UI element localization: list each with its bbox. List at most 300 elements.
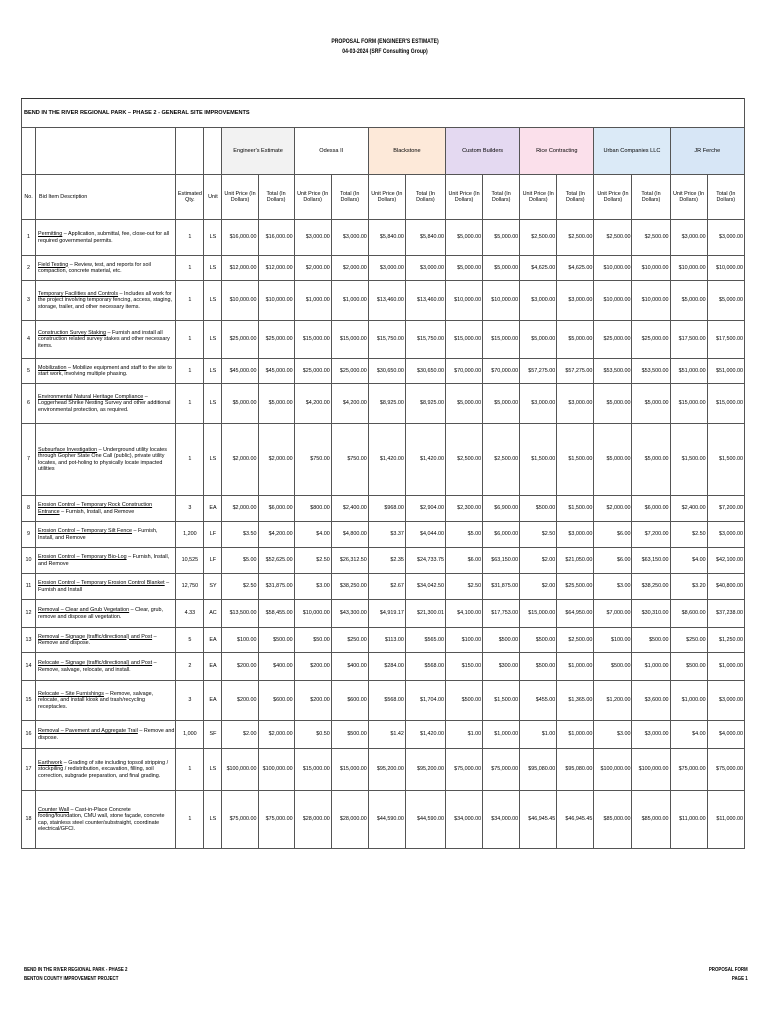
item-unit: SY bbox=[204, 574, 222, 600]
unit-price-cell: $500.00 bbox=[520, 496, 557, 522]
item-unit: LS bbox=[204, 791, 222, 849]
col-header-unit-price: Unit Price (In Dollars) bbox=[594, 175, 632, 220]
unit-price-cell: $25,000.00 bbox=[594, 321, 632, 359]
unit-price-cell: $455.00 bbox=[520, 681, 557, 721]
total-cell: $3,000.00 bbox=[557, 281, 594, 321]
unit-price-cell: $3.50 bbox=[222, 522, 258, 548]
table-row bbox=[22, 424, 745, 496]
unit-price-cell: $5,000.00 bbox=[446, 220, 483, 256]
unit-price-cell: $5.00 bbox=[222, 548, 258, 574]
item-detail: – Furnish, Install, and Remove bbox=[59, 508, 135, 515]
unit-price-cell: $8,600.00 bbox=[670, 600, 707, 628]
total-cell: $17,753.00 bbox=[483, 600, 520, 628]
unit-price-cell: $10,000.00 bbox=[594, 281, 632, 321]
total-cell: $21,300.01 bbox=[405, 600, 445, 628]
total-cell: $7,200.00 bbox=[707, 496, 744, 522]
unit-price-cell: $200.00 bbox=[294, 681, 331, 721]
column-header-row bbox=[22, 175, 745, 220]
unit-price-cell: $0.50 bbox=[294, 721, 331, 749]
total-cell: $15,000.00 bbox=[707, 384, 744, 424]
item-number: 1 bbox=[22, 220, 36, 256]
unit-price-cell: $284.00 bbox=[368, 653, 405, 681]
unit-price-cell: $3,000.00 bbox=[294, 220, 331, 256]
total-cell: $100,000.00 bbox=[258, 749, 294, 791]
unit-price-cell: $1,500.00 bbox=[670, 424, 707, 496]
total-cell: $8,925.00 bbox=[405, 384, 445, 424]
col-header-total: Total (In Dollars) bbox=[707, 175, 744, 220]
unit-price-cell: $200.00 bbox=[294, 653, 331, 681]
item-quantity: 1 bbox=[176, 220, 204, 256]
total-cell: $75,000.00 bbox=[483, 749, 520, 791]
bidder-header: Engineer's Estimate bbox=[222, 128, 294, 175]
item-detail: – Furnish and install all construction related survey stakes and other necessary items. bbox=[38, 329, 170, 349]
table-row bbox=[22, 496, 745, 522]
item-number: 8 bbox=[22, 496, 36, 522]
total-cell: $3,000.00 bbox=[405, 256, 445, 281]
unit-price-cell: $500.00 bbox=[670, 653, 707, 681]
item-title: Construction Survey Staking bbox=[38, 329, 107, 336]
item-quantity: 5 bbox=[176, 628, 204, 653]
total-cell: $45,000.00 bbox=[258, 359, 294, 384]
total-cell: $7,200.00 bbox=[632, 522, 670, 548]
unit-price-cell: $13,460.00 bbox=[368, 281, 405, 321]
total-cell: $51,000.00 bbox=[707, 359, 744, 384]
item-number: 16 bbox=[22, 721, 36, 749]
blank-cell bbox=[22, 128, 36, 175]
total-cell: $500.00 bbox=[483, 628, 520, 653]
total-cell: $16,000.00 bbox=[258, 220, 294, 256]
total-cell: $30,650.00 bbox=[405, 359, 445, 384]
footer-left bbox=[24, 966, 127, 984]
unit-price-cell: $4,200.00 bbox=[294, 384, 331, 424]
total-cell: $57,275.00 bbox=[557, 359, 594, 384]
unit-price-cell: $46,945.45 bbox=[520, 791, 557, 849]
item-detail: – Furnish and Install bbox=[38, 580, 170, 593]
item-description bbox=[36, 681, 176, 721]
col-header-qty: Estimated Qty. bbox=[176, 175, 204, 220]
total-cell: $75,000.00 bbox=[258, 791, 294, 849]
footer-page-number: PAGE 1 bbox=[732, 976, 748, 982]
total-cell: $25,000.00 bbox=[632, 321, 670, 359]
unit-price-cell: $500.00 bbox=[446, 681, 483, 721]
unit-price-cell: $100.00 bbox=[594, 628, 632, 653]
unit-price-cell: $15,000.00 bbox=[520, 600, 557, 628]
item-description bbox=[36, 628, 176, 653]
item-title: Erosion Control – Temporary Silt Fence bbox=[38, 528, 133, 535]
unit-price-cell: $5,840.00 bbox=[368, 220, 405, 256]
total-cell: $26,312.50 bbox=[331, 548, 368, 574]
total-cell: $5,000.00 bbox=[707, 281, 744, 321]
footer-project-type: BENTON COUNTY IMPROVEMENT PROJECT bbox=[24, 976, 119, 982]
item-title: Relocate – Signage (traffic/directional) and Post bbox=[38, 660, 153, 667]
bidder-header: Urban Companies LLC bbox=[594, 128, 670, 175]
total-cell: $12,000.00 bbox=[258, 256, 294, 281]
total-cell: $15,750.00 bbox=[405, 321, 445, 359]
total-cell: $15,000.00 bbox=[331, 321, 368, 359]
unit-price-cell: $15,000.00 bbox=[294, 321, 331, 359]
total-cell: $10,000.00 bbox=[483, 281, 520, 321]
total-cell: $5,000.00 bbox=[632, 384, 670, 424]
item-quantity: 1 bbox=[176, 384, 204, 424]
item-quantity: 1 bbox=[176, 281, 204, 321]
total-cell: $43,300.00 bbox=[331, 600, 368, 628]
total-cell: $1,000.00 bbox=[707, 653, 744, 681]
unit-price-cell: $2.50 bbox=[670, 522, 707, 548]
item-description bbox=[36, 749, 176, 791]
total-cell: $42,100.00 bbox=[707, 548, 744, 574]
item-unit: LS bbox=[204, 359, 222, 384]
unit-price-cell: $95,200.00 bbox=[368, 749, 405, 791]
total-cell: $95,200.00 bbox=[405, 749, 445, 791]
total-cell: $5,000.00 bbox=[483, 220, 520, 256]
unit-price-cell: $10,000.00 bbox=[222, 281, 258, 321]
total-cell: $63,150.00 bbox=[632, 548, 670, 574]
total-cell: $44,590.00 bbox=[405, 791, 445, 849]
total-cell: $1,420.00 bbox=[405, 424, 445, 496]
total-cell: $565.00 bbox=[405, 628, 445, 653]
unit-price-cell: $2,000.00 bbox=[222, 424, 258, 496]
item-detail: – Includes all work for the project involving temporary fencing, access, staging, storage, trailer, and other necessary items. bbox=[38, 290, 172, 310]
unit-price-cell: $968.00 bbox=[368, 496, 405, 522]
bidder-header-row bbox=[22, 128, 745, 175]
item-title: Mobilization bbox=[38, 364, 67, 371]
item-number: 7 bbox=[22, 424, 36, 496]
item-unit: EA bbox=[204, 653, 222, 681]
item-detail: – Remove and dispose. bbox=[38, 633, 157, 646]
item-quantity: 1 bbox=[176, 424, 204, 496]
unit-price-cell: $95,080.00 bbox=[520, 749, 557, 791]
unit-price-cell: $25,000.00 bbox=[222, 321, 258, 359]
blank-cell bbox=[204, 128, 222, 175]
total-cell: $4,000.00 bbox=[707, 721, 744, 749]
unit-price-cell: $2,500.00 bbox=[520, 220, 557, 256]
unit-price-cell: $2.50 bbox=[294, 548, 331, 574]
item-title: Subsurface Investigation bbox=[38, 446, 98, 453]
footer-right bbox=[709, 966, 748, 984]
item-description bbox=[36, 281, 176, 321]
total-cell: $4,200.00 bbox=[331, 384, 368, 424]
unit-price-cell: $2,400.00 bbox=[670, 496, 707, 522]
col-header-total: Total (In Dollars) bbox=[557, 175, 594, 220]
total-cell: $5,000.00 bbox=[483, 384, 520, 424]
col-header-unit-price: Unit Price (In Dollars) bbox=[294, 175, 331, 220]
total-cell: $10,000.00 bbox=[632, 256, 670, 281]
col-header-unit-price: Unit Price (In Dollars) bbox=[222, 175, 258, 220]
total-cell: $5,000.00 bbox=[483, 256, 520, 281]
unit-price-cell: $10,000.00 bbox=[594, 256, 632, 281]
item-number: 2 bbox=[22, 256, 36, 281]
total-cell: $400.00 bbox=[258, 653, 294, 681]
unit-price-cell: $5,000.00 bbox=[594, 384, 632, 424]
total-cell: $34,000.00 bbox=[483, 791, 520, 849]
total-cell: $500.00 bbox=[331, 721, 368, 749]
col-header-unit-price: Unit Price (In Dollars) bbox=[368, 175, 405, 220]
unit-price-cell: $2.00 bbox=[520, 548, 557, 574]
item-title: Removal – Pavement and Aggregate Trail bbox=[38, 728, 138, 735]
total-cell: $15,000.00 bbox=[483, 321, 520, 359]
total-cell: $21,050.00 bbox=[557, 548, 594, 574]
item-unit: LS bbox=[204, 384, 222, 424]
item-title: Earthwork bbox=[38, 759, 63, 766]
document-title: PROPOSAL FORM (ENGINEER'S ESTIMATE) bbox=[331, 38, 439, 45]
item-detail: – Furnish, Install, and Remove bbox=[38, 528, 158, 541]
unit-price-cell: $1,200.00 bbox=[594, 681, 632, 721]
item-unit: EA bbox=[204, 628, 222, 653]
unit-price-cell: $5,000.00 bbox=[222, 384, 258, 424]
unit-price-cell: $150.00 bbox=[446, 653, 483, 681]
total-cell: $1,000.00 bbox=[632, 653, 670, 681]
item-detail: – Review, test, and reports for soil compaction, concrete material, etc. bbox=[38, 261, 151, 274]
item-title: Environmental Natural Heritage Compliance bbox=[38, 393, 144, 400]
item-quantity: 1 bbox=[176, 321, 204, 359]
unit-price-cell: $4,100.00 bbox=[446, 600, 483, 628]
item-title: Erosion Control – Temporary Bio-Log bbox=[38, 554, 127, 561]
total-cell: $2,000.00 bbox=[258, 721, 294, 749]
unit-price-cell: $15,000.00 bbox=[294, 749, 331, 791]
unit-price-cell: $500.00 bbox=[520, 628, 557, 653]
total-cell: $1,500.00 bbox=[707, 424, 744, 496]
unit-price-cell: $3.00 bbox=[594, 721, 632, 749]
blank-cell bbox=[36, 128, 176, 175]
unit-price-cell: $750.00 bbox=[294, 424, 331, 496]
item-detail: – Furnish, Install, and Remove bbox=[38, 554, 170, 567]
col-header-unit: Unit bbox=[204, 175, 222, 220]
total-cell: $4,800.00 bbox=[331, 522, 368, 548]
total-cell: $10,000.00 bbox=[632, 281, 670, 321]
item-title: Erosion Control – Temporary Rock Construction Entrance bbox=[38, 502, 153, 515]
total-cell: $250.00 bbox=[331, 628, 368, 653]
item-number: 10 bbox=[22, 548, 36, 574]
unit-price-cell: $4.00 bbox=[670, 721, 707, 749]
bidder-header: Blackstone bbox=[368, 128, 445, 175]
total-cell: $2,500.00 bbox=[483, 424, 520, 496]
unit-price-cell: $4.00 bbox=[294, 522, 331, 548]
col-header-total: Total (In Dollars) bbox=[405, 175, 445, 220]
col-header-total: Total (In Dollars) bbox=[258, 175, 294, 220]
item-description bbox=[36, 574, 176, 600]
item-quantity: 1,000 bbox=[176, 721, 204, 749]
total-cell: $17,500.00 bbox=[707, 321, 744, 359]
item-unit: LF bbox=[204, 522, 222, 548]
total-cell: $38,250.00 bbox=[331, 574, 368, 600]
item-unit: SF bbox=[204, 721, 222, 749]
total-cell: $5,000.00 bbox=[557, 321, 594, 359]
item-unit: LS bbox=[204, 281, 222, 321]
col-header-unit-price: Unit Price (In Dollars) bbox=[670, 175, 707, 220]
unit-price-cell: $10,000.00 bbox=[294, 600, 331, 628]
item-description bbox=[36, 791, 176, 849]
unit-price-cell: $100.00 bbox=[222, 628, 258, 653]
item-detail: – Loggerhead Shrike Nesting Survey and other additional environmental protection, as required. bbox=[38, 393, 171, 413]
unit-price-cell: $34,000.00 bbox=[446, 791, 483, 849]
item-number: 17 bbox=[22, 749, 36, 791]
item-description bbox=[36, 721, 176, 749]
item-unit: LS bbox=[204, 220, 222, 256]
total-cell: $1,000.00 bbox=[331, 281, 368, 321]
item-description bbox=[36, 256, 176, 281]
item-unit: LS bbox=[204, 749, 222, 791]
item-unit: LF bbox=[204, 548, 222, 574]
total-cell: $6,000.00 bbox=[483, 522, 520, 548]
unit-price-cell: $4.00 bbox=[670, 548, 707, 574]
unit-price-cell: $1,000.00 bbox=[670, 681, 707, 721]
unit-price-cell: $2.50 bbox=[222, 574, 258, 600]
bidder-header: Rice Contracting bbox=[520, 128, 594, 175]
bidder-header: Custom Builders bbox=[446, 128, 520, 175]
item-detail: – Remove, salvage, relocate, and install kiosk and trash/recycling receptacles. bbox=[38, 690, 154, 710]
total-cell: $3,000.00 bbox=[707, 220, 744, 256]
unit-price-cell: $6.00 bbox=[594, 548, 632, 574]
total-cell: $40,800.00 bbox=[707, 574, 744, 600]
total-cell: $2,500.00 bbox=[557, 628, 594, 653]
unit-price-cell: $3,000.00 bbox=[368, 256, 405, 281]
item-title: Counter Wall bbox=[38, 806, 69, 813]
col-header-total: Total (In Dollars) bbox=[632, 175, 670, 220]
document-header bbox=[69, 37, 700, 57]
item-quantity: 1 bbox=[176, 749, 204, 791]
total-cell: $100,000.00 bbox=[632, 749, 670, 791]
total-cell: $1,000.00 bbox=[557, 653, 594, 681]
total-cell: $500.00 bbox=[632, 628, 670, 653]
unit-price-cell: $6.00 bbox=[446, 548, 483, 574]
table-row bbox=[22, 548, 745, 574]
total-cell: $2,904.00 bbox=[405, 496, 445, 522]
table-row bbox=[22, 681, 745, 721]
item-detail: – Underground utility locates through Gopher State One Call (public), private utility locates, and pot-holing to physically locate impacted utilities bbox=[38, 446, 167, 472]
total-cell: $15,000.00 bbox=[331, 749, 368, 791]
total-cell: $1,500.00 bbox=[557, 424, 594, 496]
total-cell: $750.00 bbox=[331, 424, 368, 496]
total-cell: $13,460.00 bbox=[405, 281, 445, 321]
item-detail: – Grading of site including topsoil stripping / stockpiling / redistribution, excavation, filling, soil correction, subgrade preparation, and final grading. bbox=[38, 759, 169, 779]
item-number: 15 bbox=[22, 681, 36, 721]
total-cell: $4,044.00 bbox=[405, 522, 445, 548]
total-cell: $5,000.00 bbox=[632, 424, 670, 496]
total-cell: $37,238.00 bbox=[707, 600, 744, 628]
item-number: 14 bbox=[22, 653, 36, 681]
total-cell: $2,000.00 bbox=[331, 256, 368, 281]
unit-price-cell: $2,000.00 bbox=[594, 496, 632, 522]
total-cell: $1,500.00 bbox=[557, 496, 594, 522]
item-unit: EA bbox=[204, 496, 222, 522]
total-cell: $600.00 bbox=[331, 681, 368, 721]
unit-price-cell: $4,919.17 bbox=[368, 600, 405, 628]
item-title: Relocate – Site Furnishings bbox=[38, 690, 104, 697]
item-unit: LS bbox=[204, 321, 222, 359]
total-cell: $2,500.00 bbox=[557, 220, 594, 256]
total-cell: $2,500.00 bbox=[632, 220, 670, 256]
item-quantity: 1 bbox=[176, 256, 204, 281]
unit-price-cell: $5,000.00 bbox=[520, 321, 557, 359]
total-cell: $24,733.75 bbox=[405, 548, 445, 574]
item-description bbox=[36, 359, 176, 384]
item-description bbox=[36, 653, 176, 681]
total-cell: $63,150.00 bbox=[483, 548, 520, 574]
item-number: 3 bbox=[22, 281, 36, 321]
table-row bbox=[22, 522, 745, 548]
total-cell: $3,000.00 bbox=[707, 681, 744, 721]
unit-price-cell: $1.00 bbox=[520, 721, 557, 749]
bid-tabulation-table bbox=[21, 98, 745, 849]
unit-price-cell: $70,000.00 bbox=[446, 359, 483, 384]
unit-price-cell: $11,000.00 bbox=[670, 791, 707, 849]
total-cell: $3,600.00 bbox=[632, 681, 670, 721]
unit-price-cell: $57,275.00 bbox=[520, 359, 557, 384]
total-cell: $4,625.00 bbox=[557, 256, 594, 281]
item-detail: – Application, submittal, fee, close-out for all required governmental permits. bbox=[38, 231, 169, 244]
total-cell: $3,000.00 bbox=[557, 384, 594, 424]
unit-price-cell: $500.00 bbox=[520, 653, 557, 681]
total-cell: $300.00 bbox=[483, 653, 520, 681]
total-cell: $1,500.00 bbox=[483, 681, 520, 721]
total-cell: $1,000.00 bbox=[557, 721, 594, 749]
total-cell: $10,000.00 bbox=[258, 281, 294, 321]
unit-price-cell: $800.00 bbox=[294, 496, 331, 522]
bidder-header: JR Ferche bbox=[670, 128, 744, 175]
item-number: 5 bbox=[22, 359, 36, 384]
item-description bbox=[36, 522, 176, 548]
total-cell: $500.00 bbox=[258, 628, 294, 653]
unit-price-cell: $44,590.00 bbox=[368, 791, 405, 849]
total-cell: $6,000.00 bbox=[258, 496, 294, 522]
document-subtitle: 04-03-2024 (SRF Consulting Group) bbox=[342, 48, 428, 55]
col-header-description: Bid Item Description bbox=[36, 175, 176, 220]
unit-price-cell: $3,000.00 bbox=[520, 281, 557, 321]
total-cell: $1,704.00 bbox=[405, 681, 445, 721]
unit-price-cell: $15,000.00 bbox=[446, 321, 483, 359]
item-detail: – Clear, grub, remove and dispose all vegetation. bbox=[38, 607, 164, 620]
table-row bbox=[22, 721, 745, 749]
unit-price-cell: $5,000.00 bbox=[446, 256, 483, 281]
item-title: Field Testing bbox=[38, 261, 69, 268]
unit-price-cell: $75,000.00 bbox=[222, 791, 258, 849]
unit-price-cell: $1.00 bbox=[446, 721, 483, 749]
total-cell: $64,950.00 bbox=[557, 600, 594, 628]
total-cell: $75,000.00 bbox=[707, 749, 744, 791]
total-cell: $1,365.00 bbox=[557, 681, 594, 721]
unit-price-cell: $1,420.00 bbox=[368, 424, 405, 496]
project-title-row bbox=[22, 99, 745, 128]
table-row bbox=[22, 359, 745, 384]
item-quantity: 1 bbox=[176, 359, 204, 384]
item-description bbox=[36, 384, 176, 424]
col-header-unit-price: Unit Price (In Dollars) bbox=[520, 175, 557, 220]
total-cell: $6,900.00 bbox=[483, 496, 520, 522]
table-row bbox=[22, 321, 745, 359]
item-description bbox=[36, 600, 176, 628]
unit-price-cell: $100.00 bbox=[446, 628, 483, 653]
table-row bbox=[22, 220, 745, 256]
footer-project-name: BEND IN THE RIVER REGIONAL PARK - PHASE 2 bbox=[24, 967, 128, 973]
total-cell: $5,840.00 bbox=[405, 220, 445, 256]
unit-price-cell: $100,000.00 bbox=[594, 749, 632, 791]
total-cell: $10,000.00 bbox=[707, 256, 744, 281]
unit-price-cell: $100,000.00 bbox=[222, 749, 258, 791]
unit-price-cell: $2,000.00 bbox=[294, 256, 331, 281]
unit-price-cell: $8,925.00 bbox=[368, 384, 405, 424]
item-unit: LS bbox=[204, 424, 222, 496]
unit-price-cell: $3,000.00 bbox=[520, 384, 557, 424]
col-header-total: Total (In Dollars) bbox=[331, 175, 368, 220]
unit-price-cell: $75,000.00 bbox=[446, 749, 483, 791]
unit-price-cell: $2.00 bbox=[222, 721, 258, 749]
total-cell: $30,310.00 bbox=[632, 600, 670, 628]
unit-price-cell: $17,500.00 bbox=[670, 321, 707, 359]
unit-price-cell: $250.00 bbox=[670, 628, 707, 653]
item-quantity: 1 bbox=[176, 791, 204, 849]
total-cell: $46,945.45 bbox=[557, 791, 594, 849]
unit-price-cell: $500.00 bbox=[594, 653, 632, 681]
